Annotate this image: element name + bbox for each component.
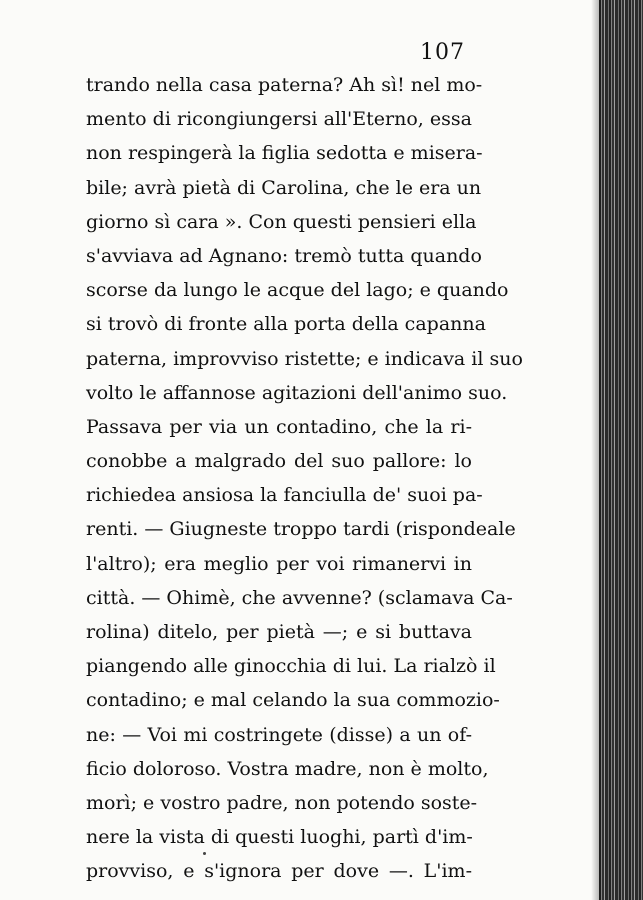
text-line: giorno sì cara ». Con questi pensieri ella bbox=[86, 210, 477, 233]
text-line: scorse da lungo le acque del lago; e quando bbox=[86, 279, 509, 302]
text-line: provviso, e s'ignora per dove —. L'im- bbox=[86, 860, 472, 883]
text-line: morì; e vostro padre, non potendo soste- bbox=[86, 791, 478, 814]
body-text bbox=[86, 68, 523, 889]
text-line: bile; avrà pietà di Carolina, che le era un bbox=[86, 176, 482, 199]
text-line: Passava per via un contadino, che la ri- bbox=[86, 415, 472, 438]
text-line: mento di ricongiungersi all'Eterno, essa bbox=[86, 108, 472, 131]
text-line: nere la vista di questi luoghi, partì d'im- bbox=[86, 826, 473, 849]
text-line: l'altro); era meglio per voi rimanervi in bbox=[86, 552, 472, 575]
text-line: s'avviava ad Agnano: tremò tutta quando bbox=[86, 244, 482, 267]
text-line: rolina) ditelo, per pietà —; e si buttava bbox=[86, 621, 472, 643]
text-line: contadino; e mal celando la sua commozio- bbox=[86, 689, 500, 712]
text-line: conobbe a malgrado del suo pallore: lo bbox=[86, 450, 472, 473]
text-line: non respingerà la figlia sedotta e misera- bbox=[86, 142, 483, 165]
text-line: paterna, improvviso ristette; e indicava il suo bbox=[86, 347, 523, 370]
text-line: renti. — Giugneste troppo tardi (rispondeale bbox=[86, 518, 516, 541]
book-spine-edge bbox=[599, 0, 643, 900]
ink-speck bbox=[203, 852, 206, 855]
text-line: richiedea ansiosa la fanciulla de' suoi pa- bbox=[86, 484, 483, 507]
text-line: volto le affannose agitazioni dell'animo suo. bbox=[86, 381, 508, 404]
text-line: ne: — Voi mi costringete (disse) a un of- bbox=[86, 723, 472, 746]
text-line: ficio doloroso. Vostra madre, non è molto, bbox=[86, 757, 489, 780]
text-line: piangendo alle ginocchia di lui. La rialzò il bbox=[86, 655, 496, 678]
page-number: 107 bbox=[420, 40, 465, 65]
text-line: si trovò di fronte alla porta della capanna bbox=[86, 313, 486, 336]
text-line: trando nella casa paterna? Ah sì! nel mo- bbox=[86, 74, 483, 96]
text-line: città. — Ohimè, che avvenne? (sclamava Ca- bbox=[86, 586, 513, 609]
